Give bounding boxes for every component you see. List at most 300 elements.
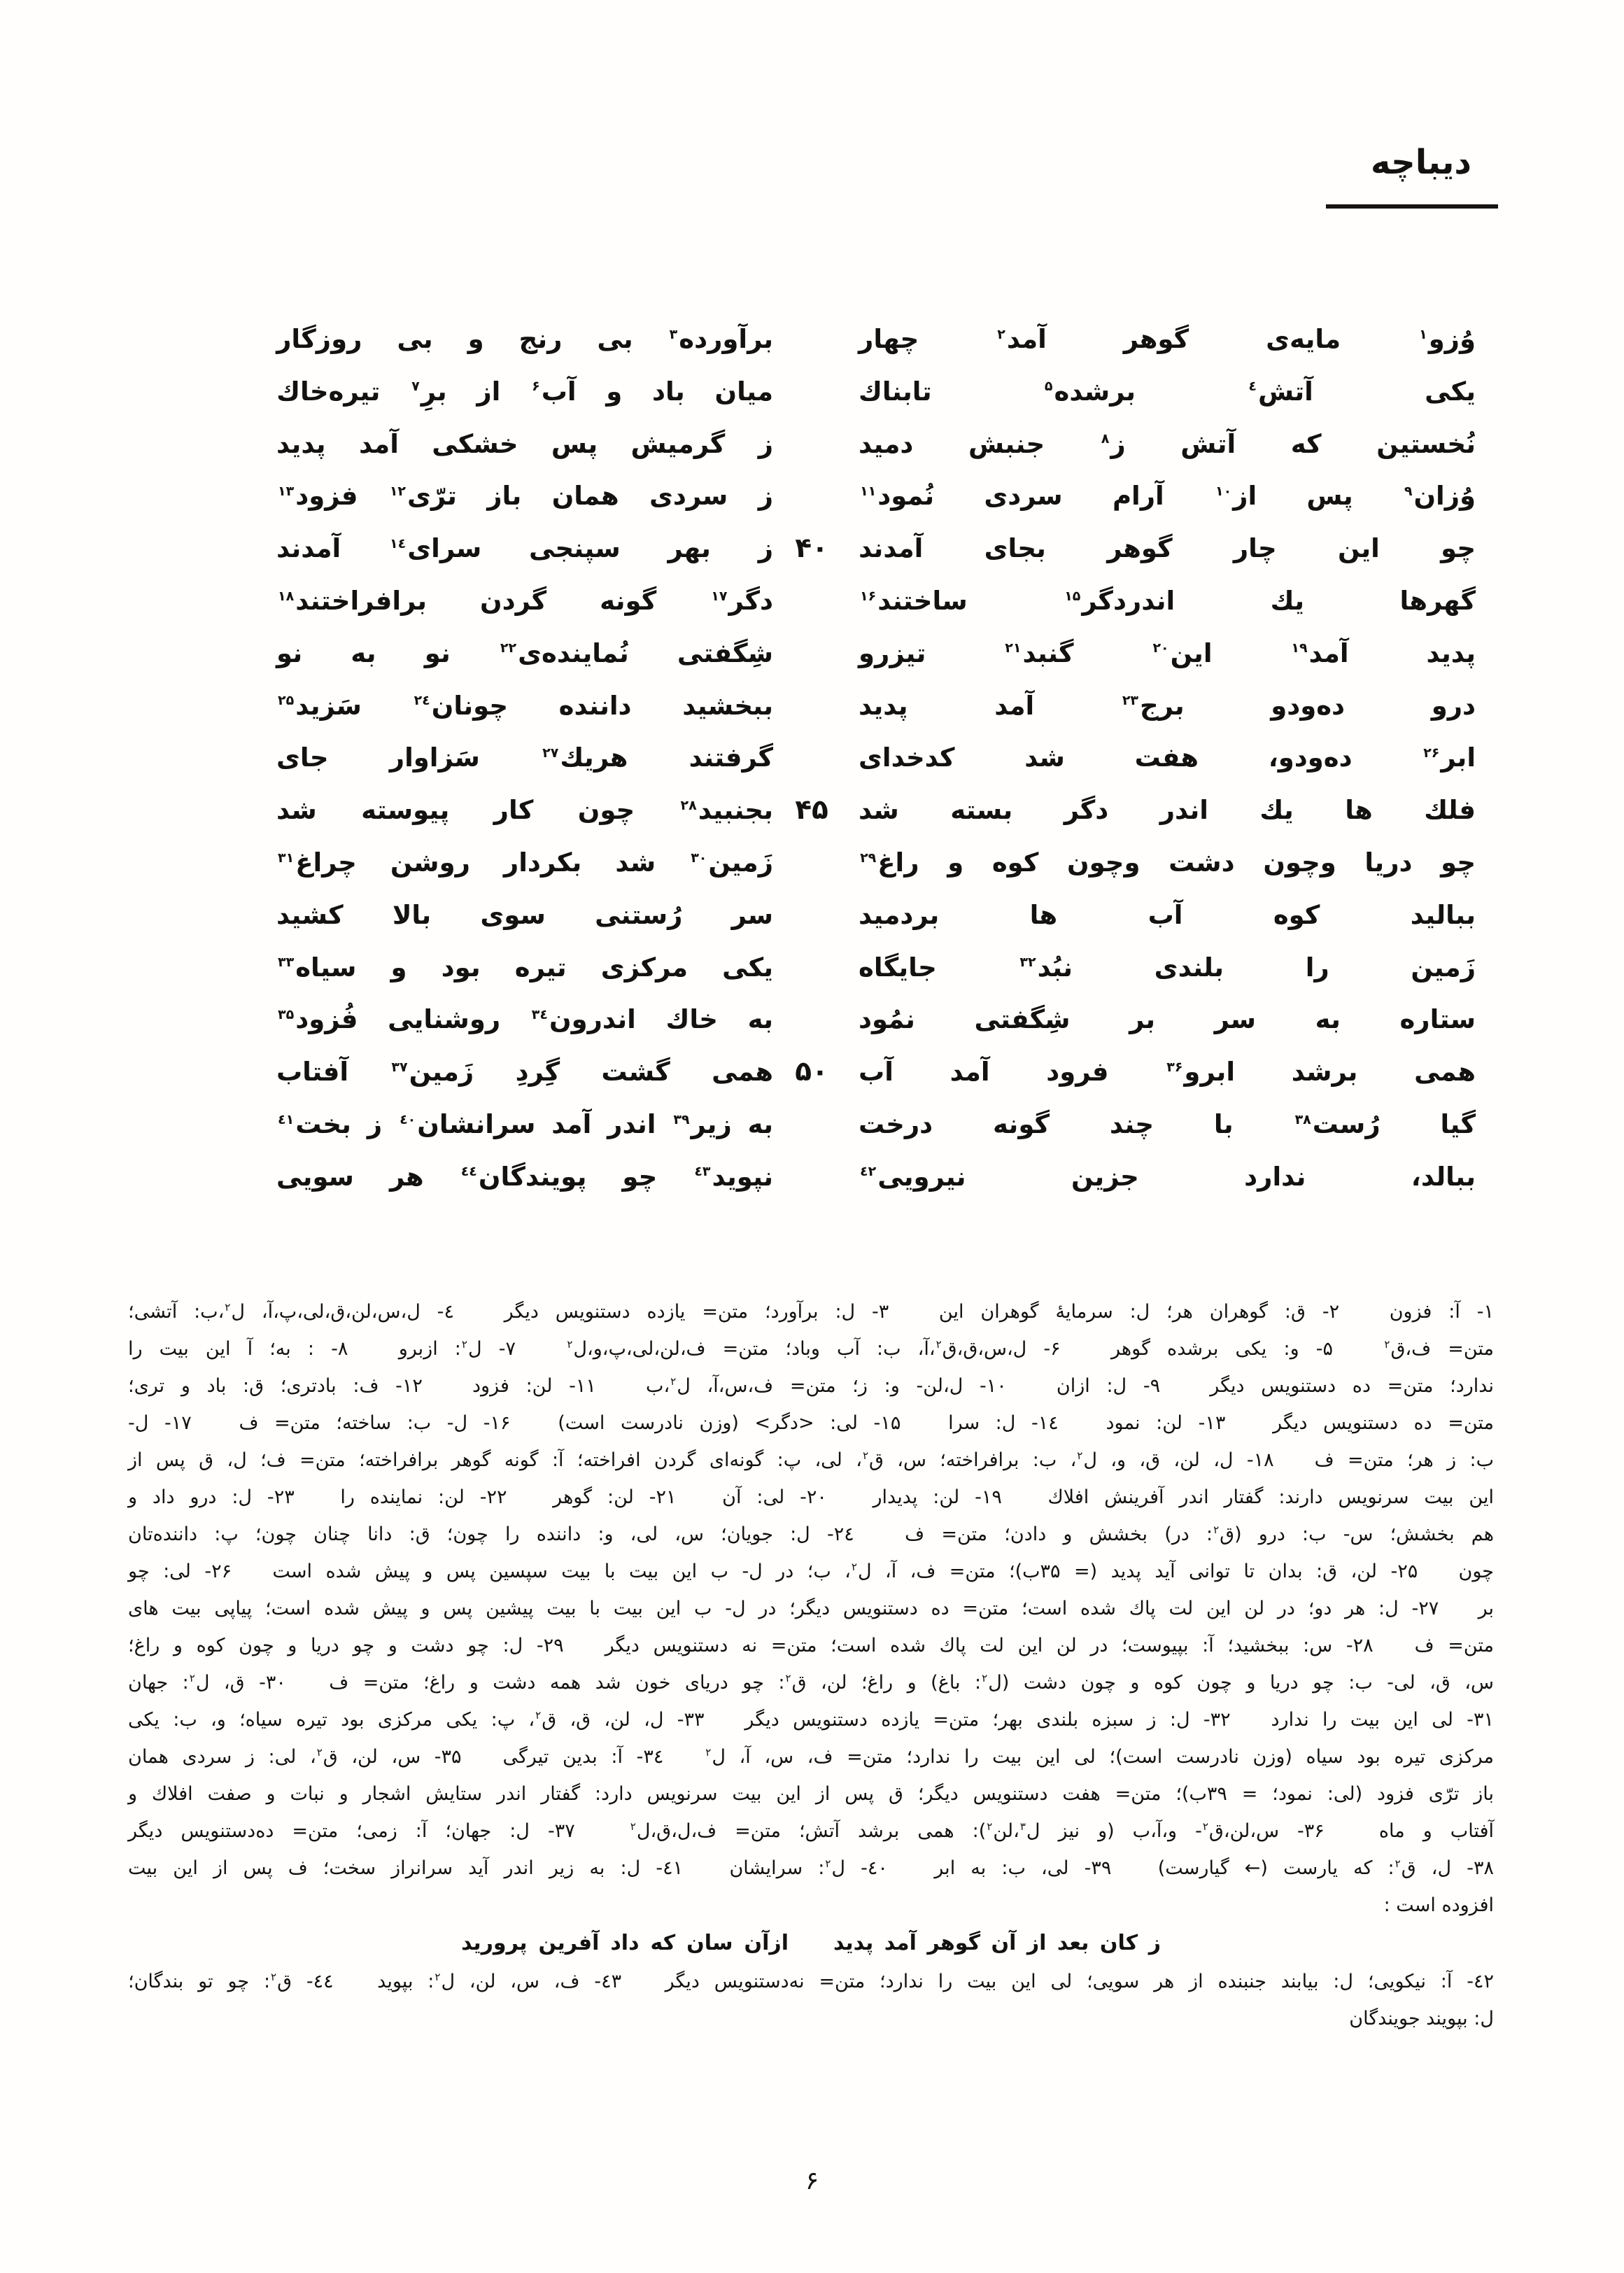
- verse-row: [0, 889, 1624, 942]
- word: آمد: [949, 1057, 990, 1088]
- word: مرکزی: [600, 952, 689, 983]
- word: داننده: [558, 690, 632, 721]
- inserted-verse: [128, 1924, 1494, 1963]
- apparatus-ref: ۲۷: [542, 745, 559, 761]
- verse-row: [0, 470, 1624, 523]
- apparatus-ref: ٤۳: [694, 1164, 711, 1180]
- hemistich-second: [276, 314, 773, 366]
- word: شِگفتی: [677, 638, 773, 668]
- footnote-line: س، ق، لی- ب: چو دریا و چون کوه و چون دشت (ل$^۲$: باغ) و راغ؛ لن، ق$^۲$: چو دریای خون شد همه دشت و راغ؛ متن= ف ۳۰- ق، ل$^۲$: جهان: [128, 1672, 1494, 1694]
- word: سَزید$^{۲۵}$: [278, 690, 362, 721]
- word: گنبد$^{۲۱}$: [1005, 638, 1074, 668]
- verse-row: [0, 628, 1624, 680]
- word: ابر$^{۲۶}$: [1423, 743, 1476, 773]
- word: آمدند: [276, 533, 341, 564]
- word: به: [747, 1109, 773, 1139]
- word: جنبش: [968, 428, 1045, 459]
- apparatus-ref: ۱۶: [860, 588, 877, 604]
- apparatus-ref: ۲: [705, 1746, 712, 1759]
- word: جزین: [1071, 1161, 1139, 1192]
- word: پدید: [859, 690, 908, 721]
- word: ازآن: [744, 1931, 789, 1955]
- verse-row: [0, 942, 1624, 994]
- word: بسته: [950, 795, 1013, 826]
- verse-row: [0, 784, 1624, 837]
- poem: [0, 314, 1624, 1204]
- hemistich-second: [276, 1151, 773, 1204]
- word: دشت: [1168, 847, 1235, 878]
- footnote-line: ٤۲- آ: نیکویی؛ ل: بیابند جنبنده از هر سویی؛ لی این بیت را ندارد؛ متن= نه‌دستنویس دیگر ٤۳- ف، س، لن، ل$^۲$: بپوید ٤٤- ق$^۲$: چو تو بندگان؛: [128, 1971, 1494, 1992]
- verse-row: [0, 837, 1624, 889]
- word: زَمین: [1411, 952, 1476, 983]
- hemistich-second: [276, 994, 773, 1046]
- word: چو: [1441, 847, 1476, 878]
- word: وچون: [1067, 847, 1141, 878]
- word: به: [747, 1004, 773, 1035]
- word: جایگاه: [859, 952, 937, 983]
- running-head-rule: [1326, 204, 1498, 209]
- verse-row: [0, 575, 1624, 628]
- word: جای: [276, 743, 329, 773]
- word: ز$^۸$: [1101, 428, 1126, 459]
- word: آمد: [358, 428, 399, 459]
- apparatus-ref: ۳۰: [691, 850, 707, 866]
- word: نپوید$^{٤۳}$: [694, 1161, 773, 1192]
- word: دمید: [859, 428, 914, 459]
- word: همان: [551, 481, 619, 512]
- apparatus-ref: ۲: [825, 1857, 831, 1870]
- hemistich-first: [859, 470, 1476, 523]
- word: این: [1337, 533, 1380, 564]
- apparatus-ref: ۱۲: [389, 484, 407, 500]
- apparatus-ref: ۲: [1077, 1449, 1083, 1462]
- word: بجنبید$^{۲۸}$: [680, 795, 773, 826]
- word: بود: [441, 952, 481, 983]
- apparatus-ref: ۲۰: [1152, 640, 1169, 656]
- verse-number: ۵۰: [795, 1056, 828, 1088]
- word: وُزو$^۱$: [1419, 324, 1476, 354]
- hemistich-second: [276, 366, 773, 418]
- word: برآورده$^۳$: [669, 324, 773, 354]
- word: ز: [1148, 1931, 1161, 1955]
- hemistich-first: [859, 418, 1476, 471]
- footnote-line: بر ۲۷- ل: هر دو؛ در لن این لت پاك شده است؛ متن= ده دستنویس دیگر؛ در ل- ب این بیت با بیت پیشین پس و پیش شده است؛ پیاپی بیت های: [128, 1598, 1494, 1619]
- word: آمد: [884, 1931, 917, 1955]
- word: گیا: [1440, 1109, 1476, 1139]
- word: فرود: [1046, 1057, 1109, 1088]
- hemistich-second: [276, 680, 773, 733]
- footnote-line: آفتاب و ماه ۳۶- س،لن،ق$^۲$- و،آ،ب (و نیز ل$^۳$،لن$^۲$): همی برشد آتش؛ متن= ف،ل،ق،ل$^۲$ ۳۷- ل: جهان؛ آ: زمی؛ متن= ده‌دستنویس دیگر: [128, 1820, 1494, 1842]
- word: آمد$^{۱۹}$: [1291, 638, 1349, 668]
- footnote-line: ندارد؛ متن= ده دستنویس دیگر ۹- ل: ازان ۱۰- ل،لن- و: ز؛ متن= ف،س،آ، ل$^۲$،ب ۱۱- لن: فزود ۱۲- ف: بادتری؛ ق: باد و تری؛: [128, 1375, 1494, 1397]
- word: سر: [1214, 1004, 1256, 1035]
- page-number: ۶: [805, 2167, 819, 2195]
- word: برج$^{۲۳}$: [1122, 690, 1185, 721]
- word: این$^{۲۰}$: [1152, 638, 1213, 668]
- apparatus-ref: ۲۲: [500, 640, 517, 656]
- apparatus-ref: ۱۱: [860, 484, 877, 500]
- word: نُخستین: [1376, 428, 1476, 459]
- apparatus-ref: ۱۷: [711, 588, 728, 604]
- word: آمد$^۲$: [997, 324, 1047, 354]
- apparatus-ref: ۲۱: [1005, 640, 1022, 656]
- word: را: [1305, 952, 1329, 983]
- word: کشید: [276, 899, 344, 930]
- apparatus-ref: ۱: [1419, 326, 1427, 342]
- apparatus-ref: ۳۶: [1166, 1059, 1183, 1075]
- apparatus-ref: ٤۱: [278, 1111, 295, 1127]
- word: سر: [731, 899, 773, 930]
- word: آب: [859, 1057, 894, 1088]
- word: زیر$^{۳۹}$: [673, 1109, 732, 1139]
- word: بر: [1129, 1004, 1156, 1035]
- footnote-line: متن= ف ۲۸- س: ببخشید؛ آ: بپیوست؛ در لن این لت پاك شده است؛ متن= نه دستنویس دیگر ۲۹- ل: چو دشت و چو دریا و چون کوه و راغ؛: [128, 1635, 1494, 1656]
- word: باد: [652, 376, 685, 407]
- word: آفتاب: [276, 1057, 349, 1088]
- word: گونه: [992, 1109, 1050, 1139]
- word: نیرویی$^{٤۲}$: [860, 1161, 966, 1192]
- word: درو: [1431, 690, 1476, 721]
- word: سردی: [984, 481, 1063, 512]
- word: گردن: [480, 585, 547, 616]
- word: زَمین$^{۳۷}$: [391, 1057, 474, 1088]
- word: شد: [859, 795, 899, 826]
- word: ببالد،: [1411, 1161, 1476, 1192]
- apparatus-ref: ٤۰: [400, 1111, 416, 1127]
- apparatus-ref: ۲: [862, 1449, 868, 1462]
- word: گشت: [601, 1057, 670, 1088]
- word: برافراختند$^{۱۸}$: [278, 585, 427, 616]
- verse-row: [0, 418, 1624, 471]
- apparatus-ref: ٤٤: [460, 1164, 477, 1180]
- apparatus-ref: ۲٤: [414, 693, 430, 709]
- word: پدید: [833, 1931, 874, 1955]
- apparatus-ref: ٤۲: [860, 1164, 877, 1180]
- footnote-line: افزوده است :: [1383, 1894, 1494, 1916]
- word: اندر: [1159, 795, 1208, 826]
- apparatus-ref: ۱۸: [278, 588, 295, 604]
- hemistich-second: [276, 732, 773, 784]
- hemistich-first: [859, 628, 1476, 680]
- word: آب: [1148, 899, 1183, 930]
- word: از$^{۱۰}$: [1215, 481, 1257, 512]
- word: آب$^۶$: [532, 376, 577, 407]
- apparatus-ref: ۲: [630, 1820, 636, 1833]
- word: ز: [758, 428, 773, 459]
- word: فُزود$^{۳۵}$: [278, 1004, 358, 1035]
- word: آمد: [551, 1109, 592, 1139]
- verse-row: [0, 1046, 1624, 1099]
- word: بردمید: [859, 899, 940, 930]
- word: ندارد: [1244, 1161, 1306, 1192]
- word: ترّی$^{۱۲}$: [389, 481, 457, 512]
- word: آمدند: [859, 533, 924, 564]
- footnote-line: مرکزی تیره بود سیاه (وزن نادرست است)؛ لی این بیت را ندارد؛ متن= ف، س، آ، ل$^۲$ ۳٤- آ: بدین تیرگی ۳۵- س، لن، ق$^۲$، لی: ز سردی همان: [128, 1746, 1495, 1768]
- word: تیره: [514, 952, 567, 983]
- word: شد: [1024, 743, 1065, 773]
- word: نو: [276, 638, 303, 668]
- word: باز: [487, 481, 522, 512]
- word: میان: [714, 376, 773, 407]
- word: همی: [1414, 1057, 1476, 1088]
- word: ها: [1029, 899, 1058, 930]
- hemistich-first: [859, 942, 1476, 994]
- hemistich-second: [276, 418, 773, 471]
- hemistich-first: [859, 1046, 1476, 1099]
- word: تیزرو: [859, 638, 926, 668]
- word: ز: [367, 1109, 383, 1139]
- word: نبُد$^{۳۲}$: [1019, 952, 1073, 983]
- apparatus-ref: ۳۸: [1294, 1111, 1311, 1127]
- apparatus-ref: ۲: [997, 326, 1005, 342]
- word: یك: [1270, 585, 1305, 616]
- word: ساختند$^{۱۶}$: [860, 585, 968, 616]
- verse-number: ۴۵: [795, 794, 828, 826]
- verse-row: [0, 1099, 1624, 1151]
- apparatus-ref: ۱۹: [1291, 640, 1308, 656]
- footnote-line: ۳۸- ل، ق$^۲$: که یارست (← گیارست) ۳۹- لی، ب: به ابر ٤۰- ل$^۲$: سرایشان ٤۱- ل: به زیر اندر آید سرانراز سخت؛ ف پس از این بیت: [128, 1857, 1495, 1879]
- word: از: [1026, 1931, 1047, 1955]
- apparatus-ref: ۹: [1404, 484, 1413, 500]
- verse-row: [0, 366, 1624, 418]
- word: یکی: [1425, 376, 1476, 407]
- word: سَزاوار: [389, 743, 480, 773]
- hemistich-first: [859, 314, 1476, 366]
- word: نمُود: [859, 1004, 915, 1035]
- word: راغ$^{۲۹}$: [860, 847, 919, 878]
- apparatus-ref: ۲: [987, 1820, 993, 1833]
- apparatus-ref: ۲: [535, 1709, 542, 1722]
- apparatus-ref: ۳۲: [1019, 955, 1036, 971]
- critical-apparatus: [128, 1293, 1494, 2037]
- word: سرانشان$^{٤۰}$: [400, 1109, 536, 1139]
- word: سرای$^{۱٤}$: [390, 533, 482, 564]
- word: گرفتند: [689, 743, 773, 773]
- word: و: [947, 847, 964, 878]
- word: گهرها: [1399, 585, 1476, 616]
- word: پس: [551, 428, 598, 459]
- hemistich-first: [859, 784, 1476, 837]
- word: فزود$^{۱۳}$: [278, 481, 358, 512]
- word: که: [650, 1931, 676, 1955]
- word: هفت: [1134, 743, 1199, 773]
- word: گوهر: [1107, 533, 1173, 564]
- word: و: [467, 324, 484, 354]
- hemistich-second: [276, 1046, 773, 1099]
- apparatus-ref: ۲: [1202, 1820, 1208, 1833]
- word: آتش: [1180, 428, 1236, 459]
- word: گونه: [600, 585, 657, 616]
- apparatus-ref: ۳: [669, 326, 678, 342]
- word: روشن: [390, 847, 470, 878]
- footnote-line: ل: بپویند جویندگان: [1349, 2008, 1494, 2029]
- footnote-line: چون ۲۵- لن، ق: بدان تا توانی آید پدید (= ۳۵ب)؛ متن= ف، آ، ل$^۲$، ب؛ در ل- ب این بیت با بیت سپسین پس و پیش شده است ۲۶- لی: چو: [128, 1561, 1495, 1582]
- word: کوه: [991, 847, 1039, 878]
- hemistich-first: [859, 366, 1476, 418]
- word: دگر: [1064, 795, 1109, 826]
- apparatus-ref: ۲۵: [278, 693, 295, 709]
- word: نو: [424, 638, 451, 668]
- word: اندر: [607, 1109, 656, 1139]
- apparatus-ref: ۲: [435, 1971, 441, 1983]
- word: ابرو$^{۳۶}$: [1166, 1057, 1236, 1088]
- word: از: [476, 376, 501, 407]
- word: که: [1290, 428, 1322, 459]
- word: ز: [758, 481, 773, 512]
- word: بلندی: [1154, 952, 1224, 983]
- word: دگر$^{۱۷}$: [711, 585, 773, 616]
- apparatus-ref: ۳۵: [278, 1007, 295, 1023]
- word: ببخشید: [682, 690, 773, 721]
- apparatus-ref: ۳۱: [278, 850, 295, 866]
- word: زَمین$^{۳۰}$: [691, 847, 773, 878]
- hemistich-first: [859, 732, 1476, 784]
- apparatus-ref: ۳۳: [278, 955, 295, 971]
- apparatus-ref: ۳۹: [673, 1111, 690, 1127]
- hemistich-second: [276, 575, 773, 628]
- apparatus-ref: ۲: [670, 1375, 677, 1388]
- hemistich-first: [859, 575, 1476, 628]
- word: سیاه$^{۳۳}$: [278, 952, 357, 983]
- word: رُست$^{۳۸}$: [1294, 1109, 1381, 1139]
- hemistich-second: [276, 470, 773, 523]
- word: برشده$^۵$: [1044, 376, 1136, 407]
- apparatus-ref: ۱۳: [278, 484, 295, 500]
- word: سردی: [649, 481, 728, 512]
- verse-row: [0, 314, 1624, 366]
- word: چونان$^{۲٤}$: [414, 690, 508, 721]
- word: آمد: [994, 690, 1035, 721]
- word: روشنایی: [388, 1004, 501, 1035]
- apparatus-ref: ۲: [225, 1301, 231, 1314]
- word: پس: [1306, 481, 1353, 512]
- apparatus-ref: ۲: [785, 1672, 791, 1684]
- hemistich-first: [859, 523, 1476, 575]
- word: بهر: [668, 533, 711, 564]
- word: کدخدای: [859, 743, 955, 773]
- footnote-line: باز ترّی فزود (لی: نمود؛ = ۳۹ب)؛ متن= هفت دستنویس دیگر؛ ق پس از این بیت سرنویس دارد: گفتار اندر ستایش اشجار و نبات و صفت افلاك و: [128, 1783, 1495, 1805]
- apparatus-ref: ۲: [461, 1338, 467, 1351]
- word: آرام: [1112, 481, 1164, 512]
- footnote-line: متن= ف،ق$^۲$ ۵- و: یکی برشده گوهر ۶- ل،س،ق،ق$^۲$،آ، ب: آب وباد؛ متن= ف،لن،لی،پ،و،ل$^۲$ ۷- ل$^۲$: ازبرو ۸- : به؛ آ این بیت را: [128, 1338, 1495, 1360]
- word: برشد: [1291, 1057, 1358, 1088]
- word: خاك: [665, 1004, 718, 1035]
- word: کان: [1099, 1931, 1138, 1955]
- word: رُستنی: [595, 899, 683, 930]
- apparatus-ref: ۱٤: [390, 535, 407, 551]
- footnote-line: متن= ده دستنویس دیگر ۱۳- لن: نمود ۱٤- ل: سرا ۱۵- لی: <دگر> (وزن نادرست است) ۱۶- ل- ب: ساخته؛ متن= ف ۱۷- ل-: [128, 1412, 1494, 1434]
- word: هر: [389, 1161, 424, 1192]
- word: یکی: [722, 952, 773, 983]
- apparatus-ref: ۲: [271, 1971, 277, 1983]
- apparatus-ref: ۲۳: [1122, 693, 1139, 709]
- word: وچون: [1263, 847, 1336, 878]
- word: سپنجی: [529, 533, 621, 564]
- apparatus-ref: ۳۷: [391, 1059, 408, 1075]
- word: ده‌ودو: [1271, 690, 1346, 721]
- word: پرورید: [461, 1931, 528, 1955]
- word: شِگفتی: [974, 1004, 1071, 1035]
- footnote-line: هم بخشش؛ س- ب: درو (ق$^۲$: در) بخشش و دادن؛ متن= ف ۲٤- ل: جویان؛ س، لی، و: داننده را چون؛ ق: دانا چنان چون؛ پ: داننده‌تان: [128, 1523, 1494, 1545]
- hemistich-first: [859, 837, 1476, 889]
- apparatus-ref: ۲: [1384, 1338, 1390, 1351]
- word: بی: [397, 324, 433, 354]
- hemistich-second: [276, 1099, 773, 1151]
- apparatus-ref: ۲: [935, 1338, 942, 1351]
- word: آتش$^٤$: [1248, 376, 1313, 407]
- hemistich-second: [276, 628, 773, 680]
- word: با: [1213, 1109, 1234, 1139]
- word: ده‌ودو،: [1268, 743, 1353, 773]
- word: چراغ$^{۳۱}$: [278, 847, 357, 878]
- hemistich-first: [859, 680, 1476, 733]
- hemistich-first: [859, 889, 1476, 942]
- word: پویندگان$^{٤٤}$: [460, 1161, 587, 1192]
- word: همی: [712, 1057, 773, 1088]
- word: برِ$^۷$: [411, 376, 447, 407]
- word: گرمیش: [630, 428, 726, 459]
- word: چو: [1441, 533, 1476, 564]
- verse-row: [0, 523, 1624, 575]
- word: روزگار: [276, 324, 362, 354]
- word: کار: [493, 795, 534, 826]
- apparatus-ref: ۸: [1101, 431, 1110, 447]
- apparatus-ref: ۲: [189, 1672, 195, 1684]
- hemistich-second: [276, 889, 773, 942]
- word: سان: [686, 1931, 733, 1955]
- word: درخت: [859, 1109, 933, 1139]
- word: بالا: [392, 899, 432, 930]
- word: کوه: [1273, 899, 1320, 930]
- word: سوی: [480, 899, 546, 930]
- footnote-line: ب: ز هر؛ متن= ف ۱۸- ل، لن، ق، و، ل$^۲$، ب: برافراخته؛ س، ق$^۲$، لی، پ: گونه‌ای گردن افراخته؛ آ: گونه گوهر برافراخته؛ متن= ف؛ ل، ق پس از: [128, 1449, 1495, 1471]
- hemistich-first: [859, 994, 1476, 1046]
- verse-row: [0, 994, 1624, 1046]
- apparatus-ref: ۶: [532, 379, 540, 395]
- word: ها: [1345, 795, 1373, 826]
- word: آفرین: [538, 1931, 600, 1955]
- word: ز: [758, 533, 773, 564]
- word: شد: [276, 795, 317, 826]
- hemistich-second: [276, 942, 773, 994]
- apparatus-ref: ۳: [1019, 1820, 1026, 1833]
- hemistich-first: [859, 1151, 1476, 1204]
- inserted-verse-second: [461, 1924, 789, 1963]
- word: سویی: [276, 1161, 354, 1192]
- apparatus-ref: ۲۶: [1423, 745, 1440, 761]
- word: چهار: [859, 324, 919, 354]
- word: گوهر: [927, 1931, 981, 1955]
- word: اندرون$^{۳٤}$: [531, 1004, 636, 1035]
- word: نُماینده‌ی$^{۲۲}$: [500, 638, 629, 668]
- word: ببالید: [1410, 899, 1476, 930]
- word: بجای: [984, 533, 1046, 564]
- hemistich-second: [276, 837, 773, 889]
- word: و: [390, 952, 407, 983]
- apparatus-ref: ۷: [411, 379, 420, 395]
- apparatus-ref: ۲: [851, 1561, 857, 1573]
- word: ستاره: [1399, 1004, 1476, 1035]
- apparatus-ref: ۲: [982, 1672, 988, 1684]
- apparatus-ref: ۵: [1044, 379, 1053, 395]
- word: داد: [610, 1931, 640, 1955]
- word: فلك: [1424, 795, 1476, 826]
- word: آن: [991, 1931, 1017, 1955]
- running-head: دیباچه: [1371, 143, 1471, 182]
- apparatus-ref: ۲۹: [860, 850, 877, 866]
- word: پیوسته: [361, 795, 450, 826]
- verse-row: [0, 732, 1624, 784]
